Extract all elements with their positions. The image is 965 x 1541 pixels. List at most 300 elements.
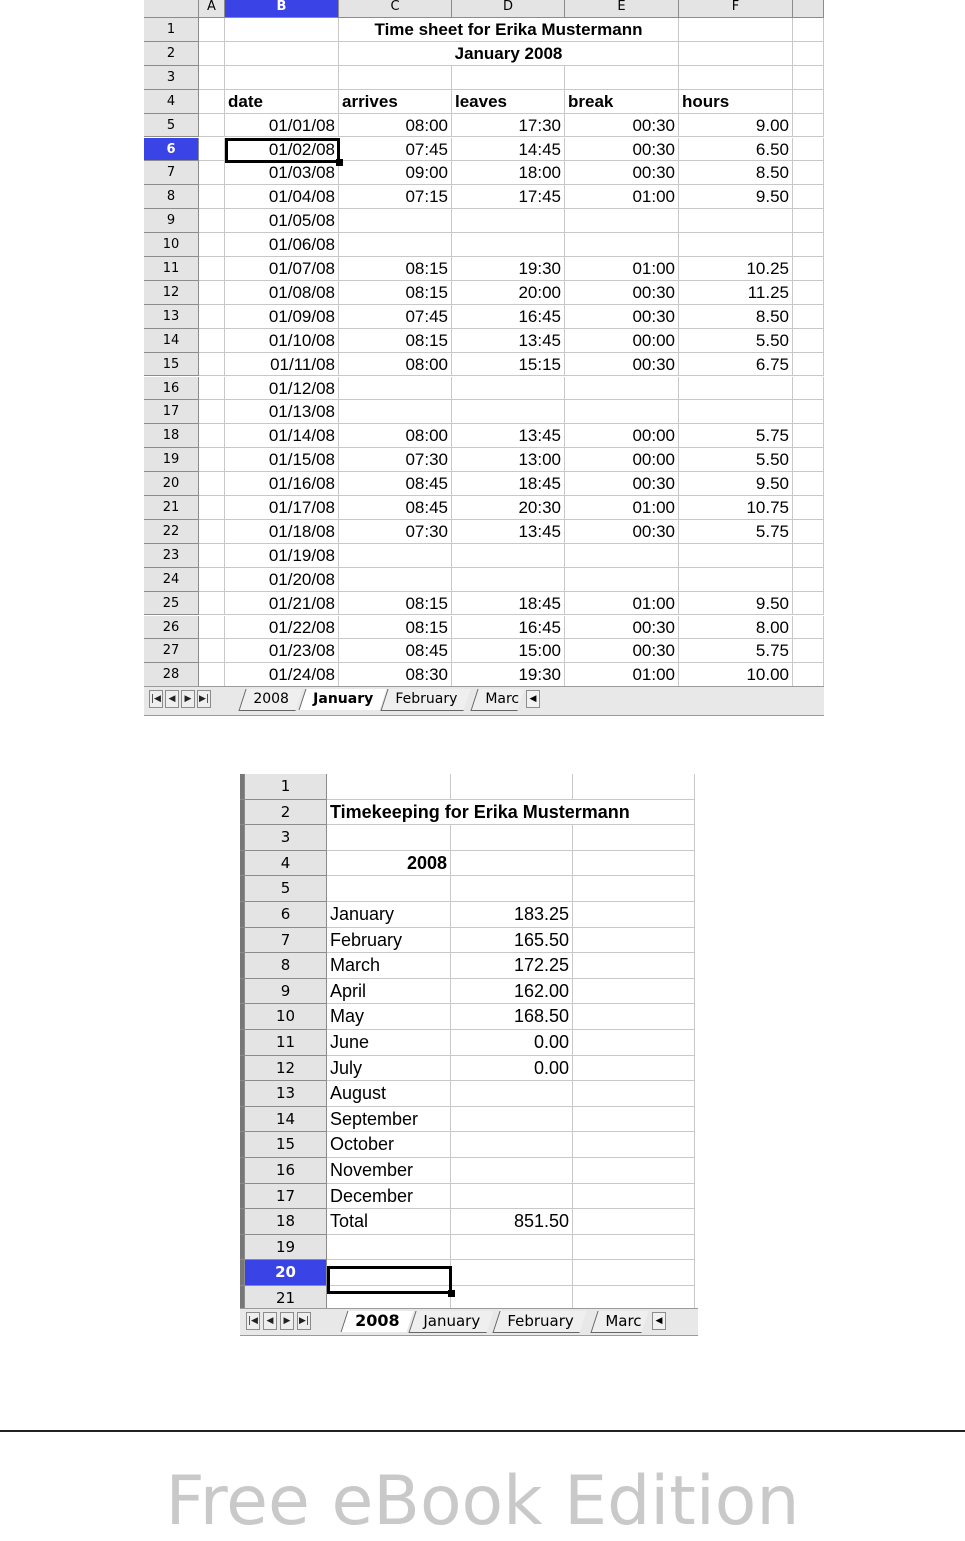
row-header[interactable]: 16: [245, 1158, 327, 1184]
cell[interactable]: 00:30: [565, 616, 679, 640]
cell[interactable]: 00:30: [565, 281, 679, 305]
cell[interactable]: [793, 520, 824, 544]
cell[interactable]: [199, 138, 225, 162]
cell[interactable]: 00:30: [565, 161, 679, 185]
cell[interactable]: 19:30: [452, 257, 565, 281]
cell[interactable]: 01/05/08: [225, 209, 339, 233]
row-header[interactable]: 3: [144, 66, 199, 90]
row-header[interactable]: 28: [144, 663, 199, 687]
sheet-tab-2008[interactable]: 2008: [341, 1311, 413, 1332]
cell[interactable]: [793, 185, 824, 209]
cell[interactable]: 16:45: [452, 305, 565, 329]
header-break[interactable]: break: [565, 90, 679, 114]
row-header[interactable]: 5: [245, 876, 327, 902]
row-header[interactable]: 12: [245, 1056, 327, 1082]
cell[interactable]: [339, 209, 452, 233]
tab-scroll-left-button[interactable]: ◀: [526, 690, 540, 708]
cell[interactable]: April: [327, 979, 451, 1005]
cell[interactable]: [199, 185, 225, 209]
cell[interactable]: [679, 42, 793, 66]
cell[interactable]: November: [327, 1158, 451, 1184]
cell[interactable]: [793, 42, 824, 66]
active-cell-b20[interactable]: [327, 1266, 452, 1294]
tab-scroll-left-button[interactable]: ◀: [652, 1312, 666, 1330]
cell[interactable]: [793, 114, 824, 138]
row-header[interactable]: 9: [144, 209, 199, 233]
cell[interactable]: 162.00: [451, 979, 573, 1005]
cell[interactable]: [793, 138, 824, 162]
cell[interactable]: May: [327, 1004, 451, 1030]
cell[interactable]: [573, 851, 695, 877]
cell[interactable]: 13:45: [452, 520, 565, 544]
cell[interactable]: [565, 377, 679, 401]
cell[interactable]: [793, 592, 824, 616]
cell[interactable]: 01/20/08: [225, 568, 339, 592]
row-header[interactable]: 14: [144, 329, 199, 353]
cell[interactable]: [793, 90, 824, 114]
cell[interactable]: [793, 233, 824, 257]
row-header[interactable]: 8: [144, 185, 199, 209]
cell[interactable]: 08:45: [339, 472, 452, 496]
cell[interactable]: 11.25: [679, 281, 793, 305]
cell[interactable]: July: [327, 1056, 451, 1082]
cell[interactable]: [199, 400, 225, 424]
cell[interactable]: 01/11/08: [225, 353, 339, 377]
row-header[interactable]: 20: [144, 472, 199, 496]
cell[interactable]: [327, 1235, 451, 1261]
cell[interactable]: [565, 544, 679, 568]
cell[interactable]: 07:30: [339, 520, 452, 544]
row-header[interactable]: 7: [144, 161, 199, 185]
cell[interactable]: 168.50: [451, 1004, 573, 1030]
cell[interactable]: [573, 928, 695, 954]
cell[interactable]: [199, 496, 225, 520]
cell[interactable]: [793, 496, 824, 520]
cell[interactable]: [573, 1209, 695, 1235]
cell[interactable]: 172.25: [451, 953, 573, 979]
cell[interactable]: [199, 18, 225, 42]
header-date[interactable]: date: [225, 90, 339, 114]
cell[interactable]: 08:15: [339, 257, 452, 281]
cell[interactable]: [199, 616, 225, 640]
cell[interactable]: [339, 377, 452, 401]
row-header[interactable]: 18: [144, 424, 199, 448]
cell[interactable]: [327, 774, 451, 800]
cell[interactable]: [793, 209, 824, 233]
cell[interactable]: 16:45: [452, 616, 565, 640]
sheet-tab-february[interactable]: February: [492, 1311, 587, 1333]
cell[interactable]: 18:00: [452, 161, 565, 185]
row-header[interactable]: 24: [144, 568, 199, 592]
cell[interactable]: [451, 1081, 573, 1107]
cell[interactable]: 14:45: [452, 138, 565, 162]
cell[interactable]: 08:15: [339, 281, 452, 305]
row-header[interactable]: 19: [245, 1235, 327, 1261]
cell[interactable]: 01:00: [565, 496, 679, 520]
cell[interactable]: [199, 281, 225, 305]
cell[interactable]: 07:30: [339, 448, 452, 472]
cell[interactable]: October: [327, 1132, 451, 1158]
cell[interactable]: 17:30: [452, 114, 565, 138]
row-header[interactable]: 21: [245, 1286, 327, 1312]
cell[interactable]: [573, 1004, 695, 1030]
sheet-tab-january[interactable]: January: [408, 1311, 493, 1333]
cell[interactable]: [452, 233, 565, 257]
cell[interactable]: 0.00: [451, 1056, 573, 1082]
corner-select-all[interactable]: [144, 0, 199, 18]
cell[interactable]: 01/24/08: [225, 663, 339, 687]
cell[interactable]: [793, 448, 824, 472]
first-sheet-button[interactable]: |◀: [246, 1312, 260, 1330]
cell[interactable]: 01/08/08: [225, 281, 339, 305]
cell[interactable]: [451, 774, 573, 800]
cell[interactable]: [573, 902, 695, 928]
cell[interactable]: [339, 568, 452, 592]
cell[interactable]: 01/06/08: [225, 233, 339, 257]
cell[interactable]: [573, 1158, 695, 1184]
row-header[interactable]: 11: [245, 1030, 327, 1056]
cell[interactable]: 18:45: [452, 592, 565, 616]
cell[interactable]: [679, 377, 793, 401]
cell[interactable]: 01/21/08: [225, 592, 339, 616]
cell[interactable]: [451, 1158, 573, 1184]
cell[interactable]: 00:30: [565, 639, 679, 663]
cell[interactable]: 08:00: [339, 424, 452, 448]
column-header-b[interactable]: B: [225, 0, 339, 18]
last-sheet-button[interactable]: ▶|: [297, 1312, 311, 1330]
row-header[interactable]: 22: [144, 520, 199, 544]
cell[interactable]: [451, 1184, 573, 1210]
cell[interactable]: 01:00: [565, 257, 679, 281]
cell[interactable]: 09:00: [339, 161, 452, 185]
prev-sheet-button[interactable]: ◀: [165, 690, 179, 708]
cell[interactable]: 08:00: [339, 353, 452, 377]
cell[interactable]: 5.75: [679, 639, 793, 663]
cell[interactable]: Total: [327, 1209, 451, 1235]
cell[interactable]: 13:00: [452, 448, 565, 472]
cell[interactable]: [793, 18, 824, 42]
cell[interactable]: [793, 305, 824, 329]
cell[interactable]: August: [327, 1081, 451, 1107]
cell[interactable]: [573, 1260, 695, 1286]
cell[interactable]: [452, 66, 565, 90]
cell[interactable]: [565, 66, 679, 90]
header-hours[interactable]: hours: [679, 90, 793, 114]
cell[interactable]: 08:15: [339, 592, 452, 616]
cell[interactable]: [451, 876, 573, 902]
header-leaves[interactable]: leaves: [452, 90, 565, 114]
cell[interactable]: [793, 66, 824, 90]
row-header[interactable]: 17: [144, 400, 199, 424]
cell[interactable]: 10.25: [679, 257, 793, 281]
cell[interactable]: [573, 876, 695, 902]
cell[interactable]: [199, 520, 225, 544]
cell[interactable]: [199, 639, 225, 663]
cell[interactable]: [327, 825, 451, 851]
sheet-title[interactable]: Time sheet for Erika Mustermann: [339, 18, 679, 42]
cell[interactable]: 9.50: [679, 472, 793, 496]
cell[interactable]: [199, 90, 225, 114]
next-sheet-button[interactable]: ▶: [181, 690, 195, 708]
cell[interactable]: 08:00: [339, 114, 452, 138]
sheet-tab-january[interactable]: January: [299, 689, 387, 710]
cell[interactable]: June: [327, 1030, 451, 1056]
cell[interactable]: [199, 448, 225, 472]
row-header[interactable]: 9: [245, 979, 327, 1005]
header-arrives[interactable]: arrives: [339, 90, 452, 114]
active-cell-b6[interactable]: [225, 138, 340, 163]
row-header[interactable]: 10: [144, 233, 199, 257]
cell[interactable]: 08:45: [339, 496, 452, 520]
cell[interactable]: [199, 377, 225, 401]
sheet-tab-march[interactable]: Marc: [590, 1311, 648, 1333]
cell[interactable]: 01/01/08: [225, 114, 339, 138]
cell[interactable]: [339, 66, 452, 90]
row-header[interactable]: 5: [144, 114, 199, 138]
cell[interactable]: 01/22/08: [225, 616, 339, 640]
cell[interactable]: [793, 544, 824, 568]
cell[interactable]: 01/02/08: [225, 138, 339, 162]
cell[interactable]: 19:30: [452, 663, 565, 687]
year-label[interactable]: 2008: [327, 851, 451, 877]
cell[interactable]: 00:30: [565, 138, 679, 162]
cell[interactable]: [573, 1081, 695, 1107]
cell[interactable]: 08:30: [339, 663, 452, 687]
sheet-tab-2008[interactable]: 2008: [238, 689, 302, 711]
cell[interactable]: [451, 851, 573, 877]
cell[interactable]: December: [327, 1184, 451, 1210]
cell[interactable]: 01/17/08: [225, 496, 339, 520]
cell[interactable]: [679, 66, 793, 90]
row-header[interactable]: 19: [144, 448, 199, 472]
cell[interactable]: [452, 377, 565, 401]
cell[interactable]: [199, 472, 225, 496]
row-header[interactable]: 18: [245, 1209, 327, 1235]
cell[interactable]: [679, 233, 793, 257]
row-header[interactable]: 11: [144, 257, 199, 281]
cell[interactable]: 00:30: [565, 353, 679, 377]
row-header[interactable]: 15: [144, 353, 199, 377]
cell[interactable]: [793, 329, 824, 353]
cell[interactable]: [339, 400, 452, 424]
cell[interactable]: 10.75: [679, 496, 793, 520]
cell[interactable]: [199, 66, 225, 90]
cell[interactable]: [573, 1107, 695, 1133]
cell[interactable]: 07:45: [339, 305, 452, 329]
cell[interactable]: [793, 353, 824, 377]
cell[interactable]: [793, 639, 824, 663]
sheet-tab-february[interactable]: February: [380, 689, 470, 711]
cell[interactable]: 8.50: [679, 161, 793, 185]
cell[interactable]: 17:45: [452, 185, 565, 209]
cell[interactable]: March: [327, 953, 451, 979]
cell[interactable]: [793, 472, 824, 496]
cell[interactable]: [199, 544, 225, 568]
cell[interactable]: 183.25: [451, 902, 573, 928]
row-header[interactable]: 21: [144, 496, 199, 520]
cell[interactable]: [327, 876, 451, 902]
cell[interactable]: February: [327, 928, 451, 954]
cell[interactable]: [339, 233, 452, 257]
cell[interactable]: [793, 377, 824, 401]
cell[interactable]: [452, 568, 565, 592]
cell[interactable]: 08:15: [339, 329, 452, 353]
cell[interactable]: [225, 66, 339, 90]
cell[interactable]: 9.50: [679, 185, 793, 209]
cell[interactable]: [573, 1056, 695, 1082]
cell[interactable]: [573, 825, 695, 851]
prev-sheet-button[interactable]: ◀: [263, 1312, 277, 1330]
cell[interactable]: 00:30: [565, 114, 679, 138]
cell[interactable]: [573, 1132, 695, 1158]
cell[interactable]: 01/10/08: [225, 329, 339, 353]
cell[interactable]: [793, 663, 824, 687]
row-header[interactable]: 23: [144, 544, 199, 568]
row-header[interactable]: 13: [245, 1081, 327, 1107]
cell[interactable]: 13:45: [452, 329, 565, 353]
cell[interactable]: [199, 568, 225, 592]
row-header[interactable]: 4: [144, 90, 199, 114]
cell[interactable]: [452, 209, 565, 233]
cell[interactable]: 01/13/08: [225, 400, 339, 424]
cell[interactable]: [199, 209, 225, 233]
cell[interactable]: [679, 18, 793, 42]
cell[interactable]: [565, 233, 679, 257]
cell[interactable]: 00:00: [565, 424, 679, 448]
row-header[interactable]: 1: [144, 18, 199, 42]
cell[interactable]: [199, 353, 225, 377]
cell[interactable]: 00:00: [565, 448, 679, 472]
row-header[interactable]: 6: [245, 902, 327, 928]
cell[interactable]: [199, 233, 225, 257]
cell[interactable]: 01:00: [565, 185, 679, 209]
cell[interactable]: 8.00: [679, 616, 793, 640]
cell[interactable]: 01/16/08: [225, 472, 339, 496]
cell[interactable]: [199, 42, 225, 66]
cell[interactable]: [451, 1132, 573, 1158]
cell[interactable]: [199, 114, 225, 138]
cell[interactable]: 13:45: [452, 424, 565, 448]
cell[interactable]: [679, 209, 793, 233]
cell[interactable]: January: [327, 902, 451, 928]
cell[interactable]: 01/15/08: [225, 448, 339, 472]
cell[interactable]: 8.50: [679, 305, 793, 329]
row-header[interactable]: 14: [245, 1107, 327, 1133]
cell[interactable]: 6.50: [679, 138, 793, 162]
row-header[interactable]: 17: [245, 1184, 327, 1210]
sheet-title[interactable]: Timekeeping for Erika Mustermann: [327, 800, 695, 826]
cell[interactable]: 6.75: [679, 353, 793, 377]
cell[interactable]: [573, 979, 695, 1005]
cell[interactable]: [793, 281, 824, 305]
next-sheet-button[interactable]: ▶: [280, 1312, 294, 1330]
cell[interactable]: [679, 400, 793, 424]
cell[interactable]: 5.75: [679, 424, 793, 448]
cell[interactable]: 01/12/08: [225, 377, 339, 401]
sheet-tab-march[interactable]: Marc: [470, 689, 524, 711]
cell[interactable]: 01/07/08: [225, 257, 339, 281]
cell[interactable]: 5.75: [679, 520, 793, 544]
column-header-e[interactable]: E: [565, 0, 679, 18]
row-header[interactable]: 3: [245, 825, 327, 851]
cell[interactable]: [199, 329, 225, 353]
cell[interactable]: 20:00: [452, 281, 565, 305]
row-header[interactable]: 4: [245, 851, 327, 877]
cell[interactable]: 851.50: [451, 1209, 573, 1235]
column-header-f[interactable]: F: [679, 0, 793, 18]
cell[interactable]: 01/19/08: [225, 544, 339, 568]
column-header-g[interactable]: [793, 0, 824, 18]
row-header[interactable]: 25: [144, 592, 199, 616]
cell[interactable]: [451, 1235, 573, 1261]
row-header[interactable]: 2: [245, 800, 327, 826]
row-header[interactable]: 6: [144, 138, 199, 162]
cell[interactable]: 10.00: [679, 663, 793, 687]
row-header[interactable]: 10: [245, 1004, 327, 1030]
row-header[interactable]: 7: [245, 928, 327, 954]
cell[interactable]: [225, 18, 339, 42]
cell[interactable]: [793, 568, 824, 592]
cell[interactable]: [339, 544, 452, 568]
cell[interactable]: [452, 544, 565, 568]
cell[interactable]: [573, 953, 695, 979]
cell[interactable]: 00:00: [565, 329, 679, 353]
cell[interactable]: September: [327, 1107, 451, 1133]
row-header[interactable]: 15: [245, 1132, 327, 1158]
cell[interactable]: [565, 568, 679, 592]
cell[interactable]: 15:15: [452, 353, 565, 377]
cell[interactable]: [199, 424, 225, 448]
cell[interactable]: [225, 42, 339, 66]
cell[interactable]: [451, 1260, 573, 1286]
cell[interactable]: [793, 400, 824, 424]
cell[interactable]: [565, 400, 679, 424]
cell[interactable]: [573, 1184, 695, 1210]
cell[interactable]: [793, 616, 824, 640]
cell[interactable]: 5.50: [679, 329, 793, 353]
row-header[interactable]: 12: [144, 281, 199, 305]
cell[interactable]: [199, 161, 225, 185]
column-header-d[interactable]: D: [452, 0, 565, 18]
cell[interactable]: 01/23/08: [225, 639, 339, 663]
cell[interactable]: [199, 257, 225, 281]
cell[interactable]: [573, 1235, 695, 1261]
cell[interactable]: 00:30: [565, 305, 679, 329]
cell[interactable]: [565, 209, 679, 233]
cell[interactable]: 165.50: [451, 928, 573, 954]
column-header-a[interactable]: A: [199, 0, 225, 18]
cell[interactable]: 00:30: [565, 472, 679, 496]
cell[interactable]: [793, 424, 824, 448]
cell[interactable]: 9.00: [679, 114, 793, 138]
cell[interactable]: 01/04/08: [225, 185, 339, 209]
cell[interactable]: 01:00: [565, 663, 679, 687]
cell[interactable]: [573, 1030, 695, 1056]
row-header[interactable]: 1: [245, 774, 327, 800]
last-sheet-button[interactable]: ▶|: [197, 690, 211, 708]
cell[interactable]: [451, 1107, 573, 1133]
cell[interactable]: 08:15: [339, 616, 452, 640]
cell[interactable]: 5.50: [679, 448, 793, 472]
cell[interactable]: 15:00: [452, 639, 565, 663]
cell[interactable]: 07:15: [339, 185, 452, 209]
cell[interactable]: 01:00: [565, 592, 679, 616]
cell[interactable]: 20:30: [452, 496, 565, 520]
cell[interactable]: 01/14/08: [225, 424, 339, 448]
cell[interactable]: [452, 400, 565, 424]
row-header[interactable]: 8: [245, 953, 327, 979]
first-sheet-button[interactable]: |◀: [149, 690, 163, 708]
